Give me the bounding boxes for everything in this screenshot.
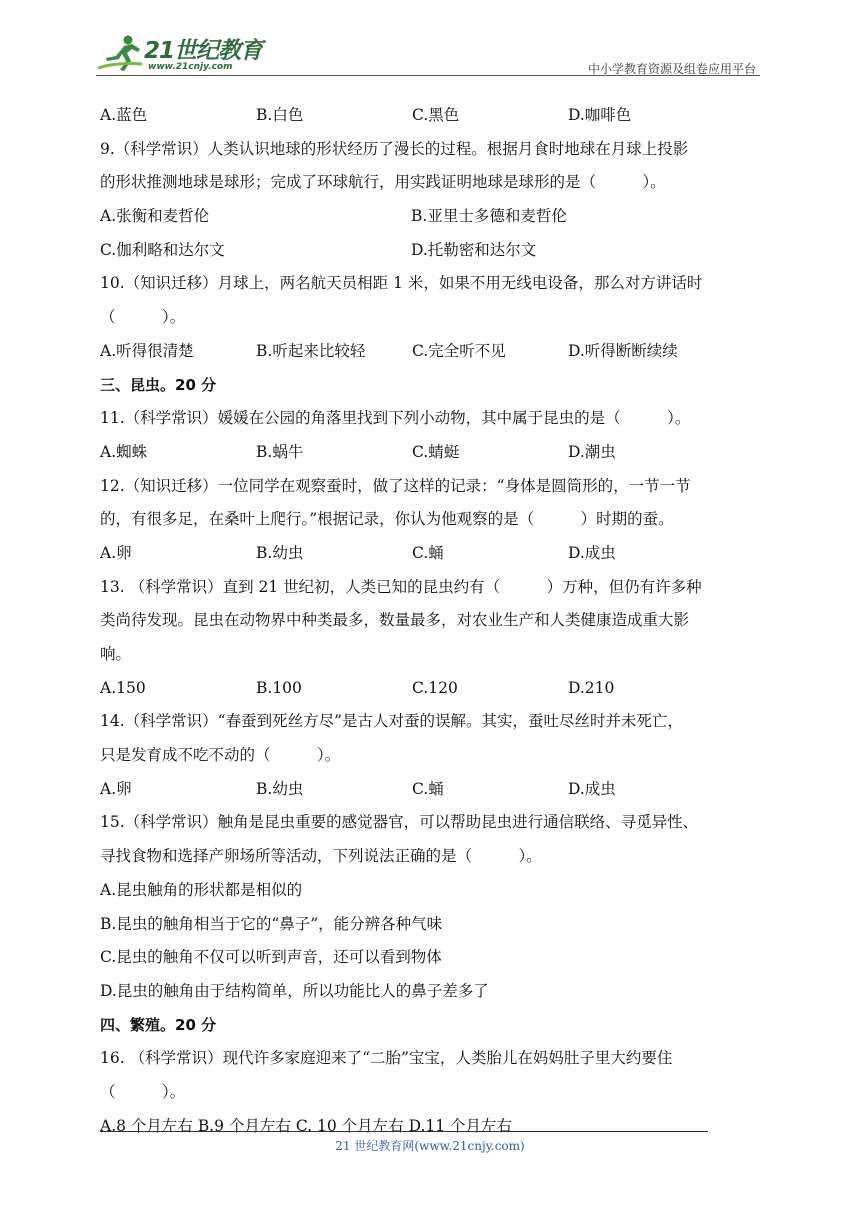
section-heading-insects: 三、昆虫。20 分	[100, 375, 217, 394]
q16-text: 16. （科学常识）现代许多家庭迎来了“二胎”宝宝，人类胎儿在妈妈肚子里大约要住	[100, 1049, 673, 1068]
q9-options-row2	[100, 237, 768, 271]
q10-options	[100, 338, 768, 372]
option-d: D.听得断断续续	[568, 341, 678, 360]
exam-content	[100, 102, 768, 1146]
option-b: B.幼虫	[256, 779, 304, 798]
option-a: A.蓝色	[100, 106, 148, 124]
q15-text: 15.（科学常识）触角是昆虫重要的感觉器官，可以帮助昆虫进行通信联络、寻觅异性、	[100, 813, 699, 832]
logo-url: www.21cnjy.com	[148, 62, 233, 72]
q15-option-d: D.昆虫的触角由于结构简单，所以功能比人的鼻子差多了	[100, 981, 489, 1000]
option-b: B.白色	[256, 106, 304, 124]
q13-options	[100, 675, 768, 709]
option-d: D.成虫	[568, 543, 616, 562]
q15-option-a: A.昆虫触角的形状都是相似的	[100, 880, 303, 899]
option-b: B.100	[256, 678, 302, 697]
option-c: C.蛹	[412, 779, 444, 798]
q12-text: 12.（知识迁移）一位同学在观察蚕时，做了这样的记录：“身体是圆筒形的，一节一节	[100, 476, 691, 495]
q12-options	[100, 540, 768, 574]
site-logo	[96, 34, 266, 74]
q11-options	[100, 439, 768, 473]
page-header	[96, 30, 760, 78]
option-b: B.亚里士多德和麦哲伦	[411, 207, 567, 226]
option-c: C.伽利略和达尔文	[100, 240, 225, 259]
option-a: A.张衡和麦哲伦	[100, 207, 210, 226]
option-d: D.咖啡色	[568, 106, 632, 124]
q15-option-b: B.昆虫的触角相当于它的“鼻子”，能分辨各种气味	[100, 914, 443, 933]
option-a: A.卵	[100, 779, 132, 798]
option-c: C.120	[412, 678, 458, 697]
q11-text: 11.（科学常识）媛媛在公园的角落里找到下列小动物，其中属于昆虫的是（ ）。	[100, 409, 691, 428]
footer-divider	[100, 1131, 708, 1132]
option-a: A.听得很清楚	[100, 341, 194, 360]
option-a: A.蜘蛛	[100, 442, 148, 461]
q14-text: 14.（科学常识）“春蚕到死丝方尽”是古人对蚕的误解。其实，蚕吐尽丝时并未死亡，	[100, 712, 684, 731]
q15-text-cont: 寻找食物和选择产卵场所等活动，下列说法正确的是（ ）。	[100, 847, 542, 866]
option-b: B.听起来比较轻	[256, 341, 366, 360]
q8-options	[100, 102, 768, 136]
option-c: C.蜻蜓	[412, 442, 460, 461]
q9-options-row1	[100, 203, 768, 237]
header-divider	[96, 75, 760, 76]
q13-text-cont: 类尚待发现。昆虫在动物界中种类最多，数量最多，对农业生产和人类健康造成重大影	[100, 611, 690, 630]
logo-text: 21世纪教育	[144, 38, 263, 64]
footer-text: 21 世纪教育网(www.21cnjy.com)	[335, 1139, 525, 1153]
option-b: B.幼虫	[256, 543, 304, 562]
header-tagline: 中小学教育资源及组卷应用平台	[587, 62, 756, 76]
q13-text: 13. （科学常识）直到 21 世纪初，人类已知的昆虫约有（ ）万种，但仍有许多种	[100, 577, 702, 596]
option-c: C.蛹	[412, 543, 444, 562]
option-c: C.完全听不见	[412, 341, 506, 360]
q16-text-cont: （ ）。	[100, 1082, 186, 1101]
option-a: A.150	[100, 678, 146, 697]
option-d: D.成虫	[568, 779, 616, 798]
q14-options	[100, 776, 768, 810]
section-heading-reproduction: 四、繁殖。20 分	[100, 1015, 217, 1034]
option-d: D.210	[568, 678, 615, 697]
option-b: B.蜗牛	[256, 442, 304, 461]
option-c: C.黑色	[412, 106, 460, 124]
q13-text-end: 响。	[100, 645, 132, 663]
q12-text-cont: 的，有很多足，在桑叶上爬行。”根据记录，你认为他观察的是（ ）时期的蚕。	[100, 510, 674, 529]
option-a: A.卵	[100, 543, 132, 562]
runner-logo-icon	[96, 34, 146, 74]
q9-text-cont: 的形状推测地球是球形；完成了环球航行，用实践证明地球是球形的是（ ）。	[100, 173, 666, 192]
q10-text: 10.（知识迁移）月球上，两名航天员相距 1 米，如果不用无线电设备，那么对方讲话时	[100, 274, 703, 293]
q14-text-cont: 只是发育成不吃不动的（ ）。	[100, 746, 341, 765]
q16-options: A.8 个月左右 B.9 个月左右 C. 10 个月左右 D.11 个月左右	[100, 1116, 513, 1135]
q9-text: 9.（科学常识）人类认识地球的形状经历了漫长的过程。根据月食时地球在月球上投影	[100, 139, 689, 158]
q15-option-c: C.昆虫的触角不仅可以听到声音，还可以看到物体	[100, 948, 442, 967]
q10-text-cont: （ ）。	[100, 308, 186, 327]
option-d: D.潮虫	[568, 442, 616, 461]
option-d: D.托勒密和达尔文	[411, 240, 537, 259]
